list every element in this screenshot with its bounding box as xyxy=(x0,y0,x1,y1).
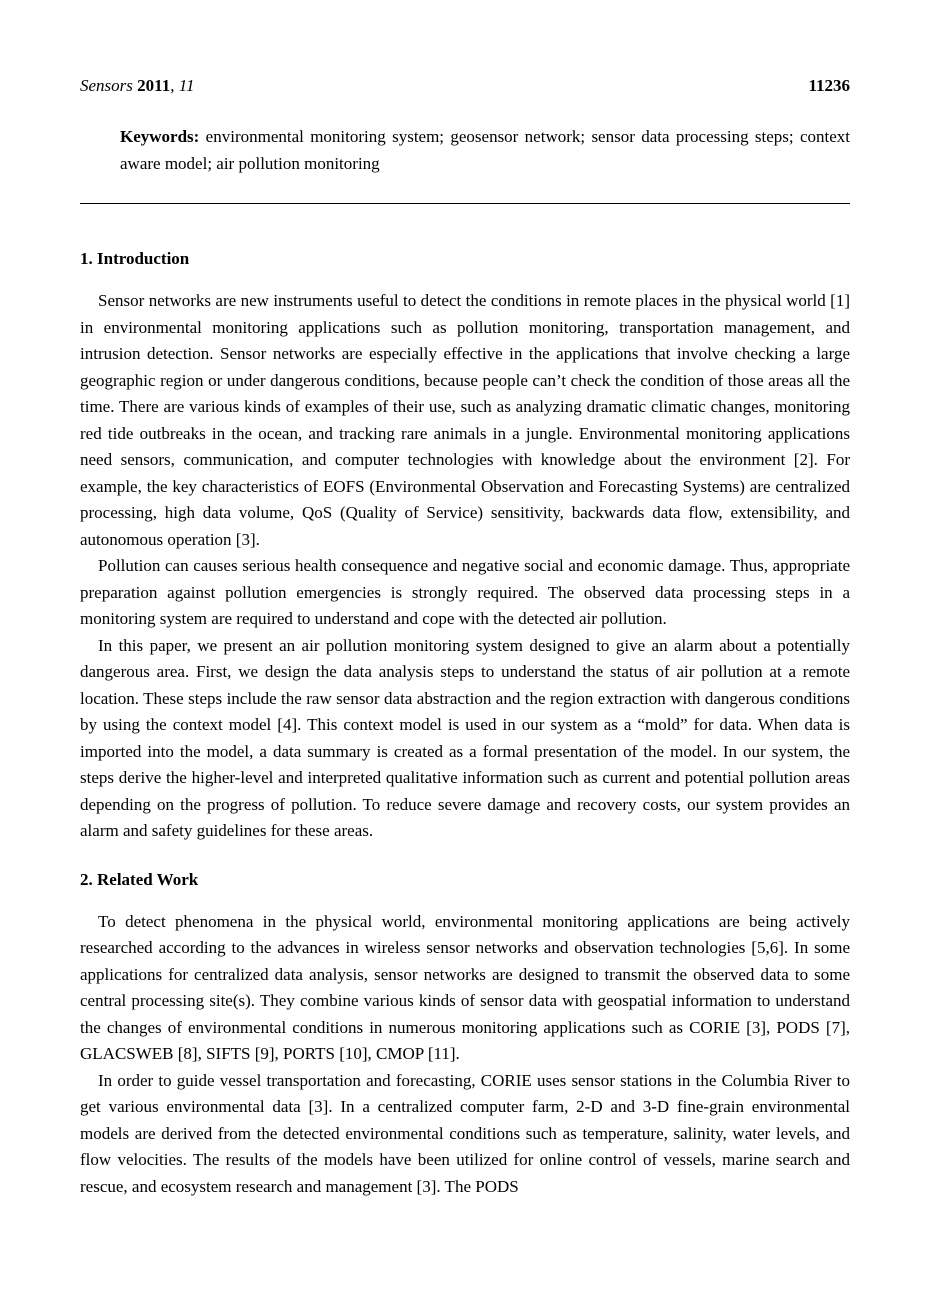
paragraph: Pollution can causes serious health consequence and negative social and economic damage. Thus, appropriate preparation against pollution emergencies is strongly required. The observed data processing steps in a monitoring system are required to understand and cope with the detected air pollution. xyxy=(80,556,850,628)
section-heading-related-work: 2. Related Work xyxy=(80,869,199,889)
section-heading-introduction: 1. Introduction xyxy=(80,249,190,268)
journal-name: Sensors xyxy=(80,76,133,95)
paragraph: To detect phenomena in the physical world, environmental monitoring applications are being actively researched according to the advances in wireless sensor networks and observation technologies [5,6]. In some applications for centralized data analysis, sensor networks are designed to transmit the observed data to some central processing site(s). They combine various kinds of sensor data with geospatial information to understand the changes of environmental conditions in numerous monitoring applications such as CORIE [3], PODS [7], GLACSWEB [8], SIFTS [9], PORTS [10], CMOP [11]. xyxy=(80,911,850,1063)
journal-year: 2011 xyxy=(137,76,171,95)
paragraph: In order to guide vessel transportation and forecasting, CORIE uses sensor stations in the Columbia River to get various environmental data [3]. In a centralized computer farm, 2-D and 3-D fine-grain environmental models are derived from the detected environmental conditions such as temperature, salinity, water levels, and flow velocities. The results of the models have been utilized for online control of vessels, marine search and rescue, and ecosystem research and management [3]. The PODS xyxy=(80,1070,850,1196)
page-header xyxy=(80,72,850,99)
journal-reference xyxy=(80,72,194,99)
keywords-block xyxy=(120,124,850,177)
paragraph: Sensor networks are new instruments useful to detect the conditions in remote places in the physical world [1] in environmental monitoring applications such as pollution monitoring, transportation management, and intrusion detection. Sensor networks are especially effective in the applications that involve checking a large geographic region or under dangerous conditions, because people can’t check the condition of those areas all the time. There are various kinds of examples of their use, such as analyzing dramatic climatic changes, monitoring red tide outbreaks in the ocean, and tracking rare animals in a jungle. Environmental monitoring applications need sensors, communication, and computer technologies with knowledge about the environment [2]. For example, the key characteristics of EOFS (Environmental Observation and Forecasting Systems) are centralized processing, high data volume, QoS (Quality of Service) sensitivity, backwards data flow, extensibility, and autonomous operation [3]. xyxy=(80,291,850,549)
page-number: 11236 xyxy=(808,76,850,95)
keywords-label: Keywords: xyxy=(120,127,200,146)
section-divider xyxy=(80,203,850,204)
keywords-text: environmental monitoring system; geosensor network; sensor data processing steps; context aware model; air pollution monitoring xyxy=(120,127,851,173)
paragraph: In this paper, we present an air pollution monitoring system designed to give an alarm about a potentially dangerous area. First, we design the data analysis steps to understand the status of air pollution at a remote location. These steps include the raw sensor data abstraction and the region extraction with dangerous conditions by using the context model [4]. This context model is used in our system as a “mold” for data. When data is imported into the model, a data summary is created as a formal presentation of the model. In our system, the steps derive the higher-level and interpreted qualitative information such as current and potential pollution areas depending on the progress of pollution. To reduce severe damage and recovery costs, our system provides an alarm and safety guidelines for these areas. xyxy=(80,635,850,840)
journal-volume: , 11 xyxy=(170,76,195,95)
